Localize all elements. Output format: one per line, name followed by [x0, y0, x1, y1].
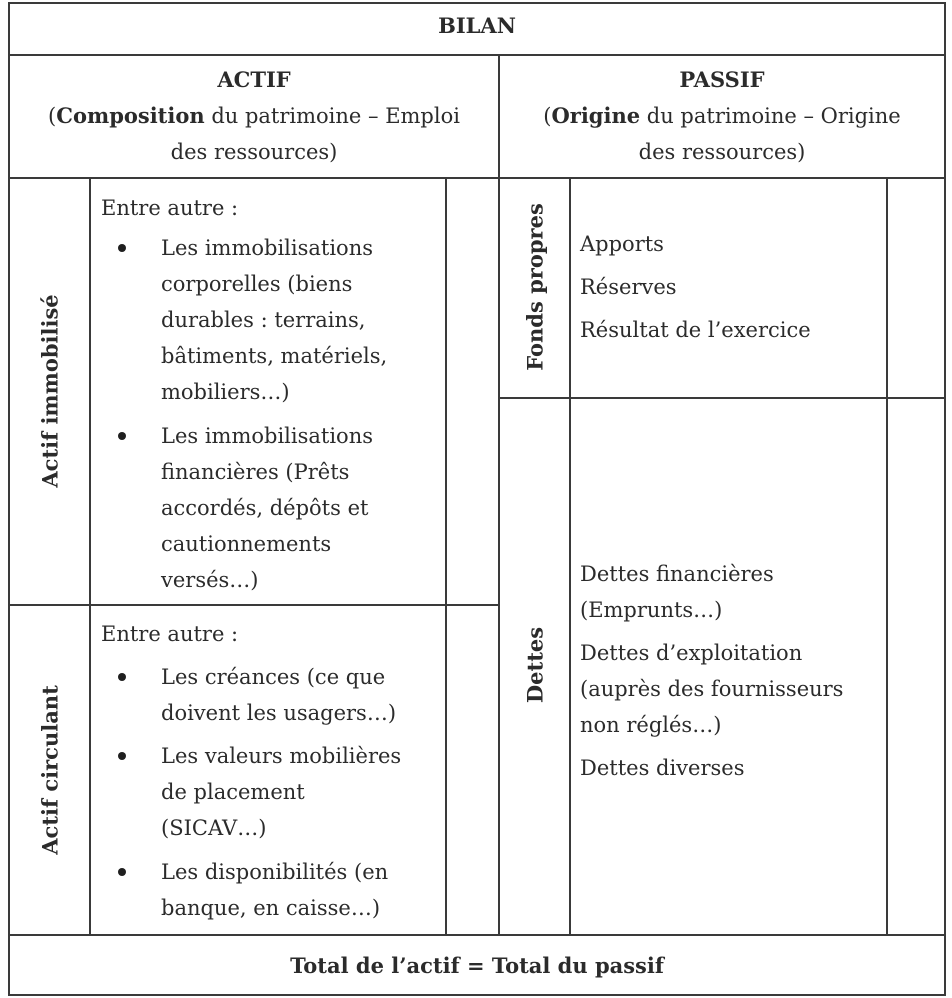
actif-subtitle-line2: des ressources): [170, 140, 338, 164]
divider-actif-label: [89, 177, 91, 936]
divider-title: [8, 54, 946, 56]
passif-header: [500, 62, 944, 170]
fonds-propres-line: Réserves: [580, 275, 677, 299]
bullet: [118, 244, 126, 252]
list-item-line: de placement: [161, 780, 305, 804]
passif-subtitle: (Origine du patrimoine – Origine: [543, 103, 901, 128]
actif-circulant-intro: Entre autre :: [101, 622, 239, 646]
fonds-propres-label: Fonds propres: [522, 203, 548, 371]
actif-immobilise-intro: Entre autre :: [101, 196, 239, 220]
list-item-line: durables : terrains,: [161, 308, 366, 332]
footer-total: Total de l’actif = Total du passif: [290, 953, 664, 978]
list-item-line: corporelles (biens: [161, 272, 353, 296]
list-item-line: bâtiments, matériels,: [161, 344, 388, 368]
list-item-line: Les valeurs mobilières: [161, 744, 402, 768]
list-item-line: Les créances (ce que: [161, 665, 386, 689]
list-item-line: mobiliers…): [161, 380, 290, 404]
divider-passif-amount: [886, 177, 888, 936]
divider-actif-amount: [445, 177, 447, 936]
table-title: BILAN: [438, 13, 516, 38]
bullet: [118, 432, 126, 440]
divider-actif-sections: [8, 604, 500, 606]
list-item-line: accordés, dépôts et: [161, 496, 369, 520]
list-item-line: (SICAV…): [161, 816, 267, 840]
dettes-label: Dettes: [522, 626, 548, 704]
dettes-line: non réglés…): [580, 713, 722, 737]
divider-passif-label: [569, 177, 571, 936]
border-right: [944, 2, 946, 996]
fonds-propres-line: Résultat de l’exercice: [580, 318, 811, 342]
actif-immobilise-label: Actif immobilisé: [37, 294, 63, 488]
dettes-line: (Emprunts…): [580, 598, 723, 622]
list-item-line: financières (Prêts: [161, 460, 350, 484]
list-item-line: versés…): [161, 568, 259, 592]
dettes-line: Dettes financières: [580, 562, 774, 586]
border-bottom: [8, 994, 946, 996]
divider-headers: [8, 177, 946, 179]
actif-subtitle: (Composition du patrimoine – Emploi: [48, 103, 460, 128]
divider-passif-sections: [498, 397, 946, 399]
border-top: [8, 2, 946, 4]
bullet: [118, 752, 126, 760]
divider-center: [498, 54, 500, 936]
list-item-line: cautionnements: [161, 532, 332, 556]
passif-heading: PASSIF: [679, 67, 765, 92]
divider-footer: [8, 934, 946, 936]
list-item-line: Les immobilisations: [161, 424, 373, 448]
list-item-line: banque, en caisse…): [161, 896, 381, 920]
list-item-line: Les immobilisations: [161, 236, 373, 260]
dettes-line: Dettes d’exploitation: [580, 641, 803, 665]
actif-circulant-label: Actif circulant: [37, 685, 63, 855]
list-item-line: doivent les usagers…): [161, 701, 397, 725]
dettes-line: Dettes diverses: [580, 756, 745, 780]
bullet: [118, 673, 126, 681]
actif-header: [10, 62, 498, 170]
fonds-propres-line: Apports: [580, 232, 664, 256]
bullet: [118, 868, 126, 876]
actif-heading: ACTIF: [217, 67, 291, 92]
passif-subtitle-line2: des ressources): [638, 140, 806, 164]
list-item-line: Les disponibilités (en: [161, 860, 389, 884]
dettes-line: (auprès des fournisseurs: [580, 677, 844, 701]
